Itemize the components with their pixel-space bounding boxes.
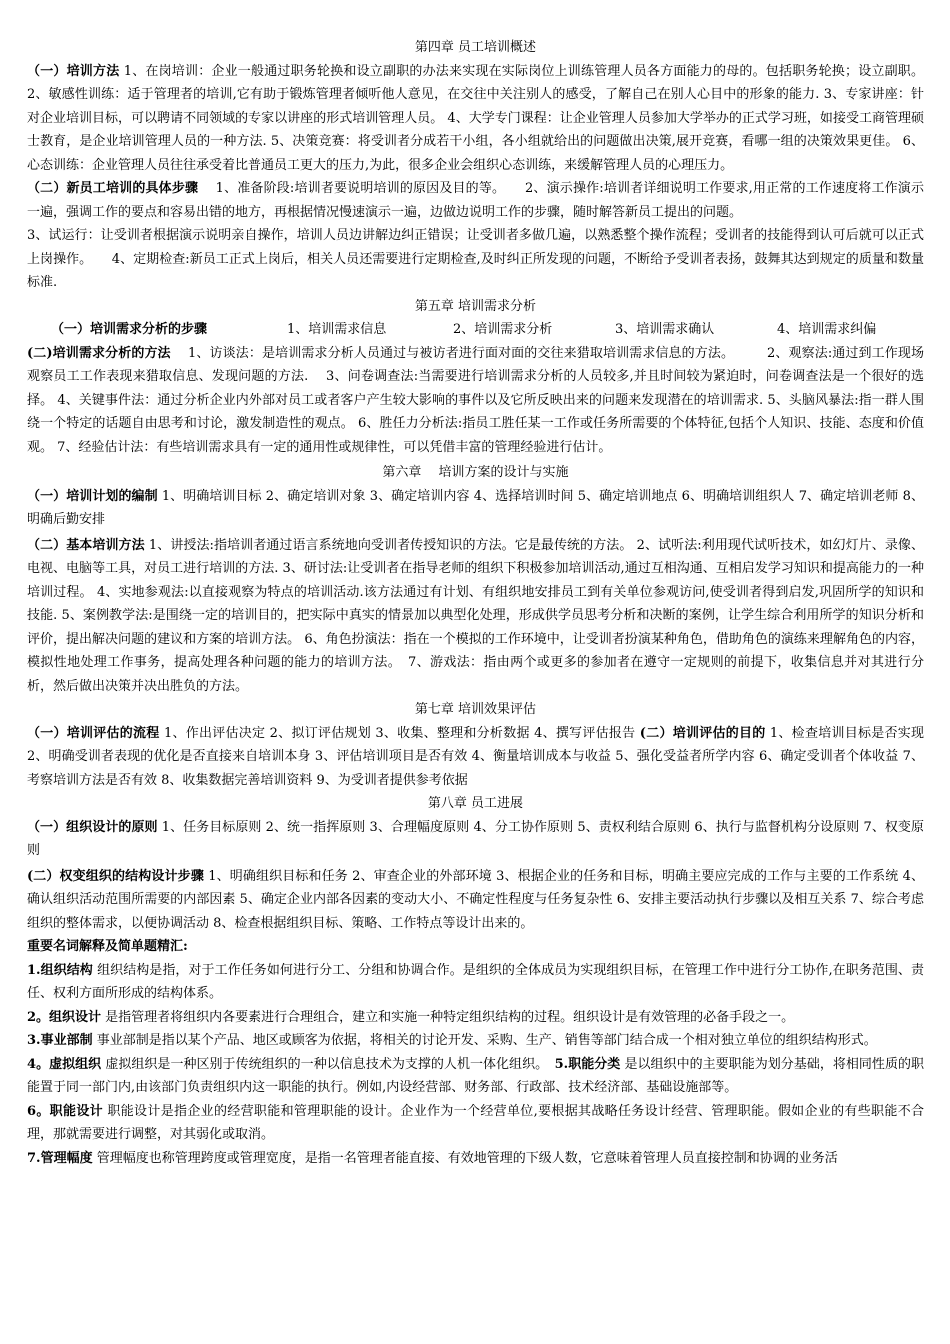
ch4-s2-heading: （二）新员工培训的具体步骤 <box>27 181 199 196</box>
glossary-item-3 <box>27 1029 924 1053</box>
glossary-item-4 <box>27 1053 924 1100</box>
glossary-term: 4。虚拟组织 <box>27 1056 102 1072</box>
chapter4-title: 第四章 员工培训概述 <box>414 40 537 55</box>
ch8-s2-body: 1、明确组织目标和任务 2、审查企业的外部环境 3、根据企业的任务和目标，明确主要应完成的工作与主要的工作系统 4、确认组织活动范围所需要的内部因素 5、确定企业内部各因素的变动大小、不确定性程度与任务复杂性 6、安排主要活动执行步骤以及相互关系 7、综合考虑组织的整体需求，以便协调活动 8、检查根据组织目标、策略、工作特点等设计出来的。 <box>27 868 924 931</box>
glossary-definition: 管理幅度也称管理跨度或管理宽度，是指一名管理者能直接、有效地管理的下级人数，它意味着管理人员直接控制和协调的业务活 <box>92 1150 838 1166</box>
chapter8-title: 第八章 员工进展 <box>427 796 524 811</box>
ch5-s1-heading: （一）培训需求分析的步骤 <box>51 322 208 337</box>
glossary-definition: 事业部制是指以某个产品、地区或顾客为依据，将相关的讨论开发、采购、生产、销售等部门结合成一个相对独立单位的组织结构形式。 <box>92 1033 877 1048</box>
ch4-section2 <box>27 177 924 224</box>
ch8-section2 <box>27 865 924 936</box>
glossary-term: 3.事业部制 <box>27 1033 93 1048</box>
ch6-section2 <box>27 534 924 699</box>
ch7-s1-body: 1、作出评估决定 2、拟订评估规划 3、收集、整理和分析数据 4、撰写评估报告 <box>159 725 640 741</box>
ch4-s1-heading: （一）培训方法 <box>27 63 120 79</box>
glossary-term: 2。组织设计 <box>27 1009 102 1025</box>
glossary-term: 6。职能设计 <box>27 1103 103 1119</box>
ch6-s2-body: 1、讲授法:指培训者通过语言系统地向受训者传授知识的方法。它是最传统的方法。 2、试听法:利用现代试听技术，如幻灯片、录像、电视、电脑等工具，对员工进行培训的方法. 3、研讨法:让受训者在指导老师的组织下积极参加培训活动,通过互相沟通、互相启发学习知识和提高能力的一种培训过程。 4、实地参观法:以直接观察为特点的培训活动.该方法通过有计划、有组织地安排员工到有关单位参观访问,使受训者得到启发,巩固所学的知识和技能. 5、案例教学法:是围绕一定的培训目的，把实际中真实的情景加以典型化处理，形成供学员思考分析和决断的案例，让学生综合利用所学的知识分析和评价，提出解决问题的建议和方案的培训方法。 6、角色扮演法：指在一个模拟的工作环境中，让受训者扮演某种角色，借助角色的演练来理解角色的内容，模拟性地处理工作事务，提高处理各种问题的能力的培训方法。 7、游戏法：指由两个或更多的参加者在遵守一定规则的前提下，收集信息并对其进行分析，然后做出决策并决出胜负的方法。 <box>27 537 924 694</box>
ch7-sections <box>27 722 924 793</box>
ch6-s1-body: 1、明确培训目标 2、确定培训对象 3、确定培训内容 4、选择培训时间 5、确定培训地点 6、明确培训组织人 7、确定培训老师 8、明确后勤安排 <box>27 488 924 527</box>
ch8-s2-heading: (二）权变组织的结构设计步骤 <box>27 868 204 884</box>
ch5-step-3: 3、培训需求确认 <box>615 322 715 337</box>
ch5-step-1: 1、培训需求信息 <box>287 322 387 337</box>
glossary-definition: 是指管理者将组织内各要素进行合理组合，建立和实施一种特定组织结构的过程。组织设计是有效管理的必备手段之一。 <box>101 1009 795 1025</box>
ch7-s2-body: 1、检查培训目标是否实现 2、明确受训者表现的优化是否直接来自培训本身 3、评估培训项目是否有效 4、衡量培训成本与收益 5、强化受益者所学内容 6、确定受训者个体收益 7、考察培训方法是否有效 8、收集数据完善培训资料 9、为受训者提供参考依据 <box>27 725 924 788</box>
glossary-term: 1.组织结构 <box>27 962 93 978</box>
chapter6-title: 第六章 培训方案的设计与实施 <box>382 465 569 480</box>
ch5-section2 <box>27 342 924 460</box>
ch7-s2-heading: (二）培训评估的目的 <box>639 725 766 741</box>
ch5-step-4: 4、培训需求纠偏 <box>777 322 877 337</box>
ch8-section1 <box>27 816 924 863</box>
ch8-s1-heading: （一）组织设计的原则 <box>27 819 158 835</box>
glossary-item-1 <box>27 959 924 1006</box>
chapter5-title: 第五章 培训需求分析 <box>414 298 537 314</box>
ch8-s1-body: 1、任务目标原则 2、统一指挥原则 3、合理幅度原则 4、分工协作原则 5、责权利结合原则 6、执行与监督机构分设原则 7、权变原则 <box>27 819 924 858</box>
glossary-term: 7.管理幅度 <box>27 1150 93 1166</box>
ch5-s2-heading: (二)培训需求分析的方法 <box>27 345 171 361</box>
ch6-s1-heading: （一）培训计划的编制 <box>27 488 158 504</box>
glossary-definition: 职能设计是指企业的经营职能和管理职能的设计。企业作为一个经营单位,要根据其战略任务设计经营、管理职能。假如企业的有些职能不合理，那就需要进行调整，对其弱化或取消。 <box>27 1103 925 1142</box>
ch5-step-2: 2、培训需求分析 <box>453 322 553 337</box>
ch7-s1-heading: （一）培训评估的流程 <box>27 725 160 741</box>
chapter7-title: 第七章 培训效果评估 <box>414 702 537 717</box>
ch4-s1-body: 1、在岗培训：企业一般通过职务轮换和设立副职的办法来实现在实际岗位上训练管理人员各方面能力的母的。包括职务轮换；设立副职。 2、敏感性训练：适于管理者的培训,它有助于锻炼管理者倾听他人意见，在交往中关注别人的感受，了解自己在别人心目中的形象的能力. 3、专家讲座：针对企业培训目标，可以聘请不同领域的专家以讲座的形式培训管理人员。 4、大学专门课程：让企业管理人员参加大学举办的正式学习班，如接受工商管理硕士教育，是企业培训管理人员的一种方法. 5、决策竞赛：将受训者分成若干小组，各小组就给出的问题做出决策,展开竞赛，看哪一组的决策效果更佳。 6、心态训练：企业管理人员往往承受着比普通员工更大的压力,为此，很多企业会组织心态训练，来缓解管理人员的心理压力。 <box>27 63 924 173</box>
glossary-item-2 <box>27 1006 924 1030</box>
ch5-s2-body: 1、访谈法：是培训需求分析人员通过与被访者进行面对面的交往来猎取培训需求信息的方法。 2、观察法:通过到工作现场观察员工工作表现来猎取信息、发现问题的方法. 3、问卷调查法:当需要进行培训需求分析的人员较多,并且时间较为紧迫时，问卷调查法是一个很好的选择。 4、关键事件法：通过分析企业内外部对员工或者客户产生较大影响的事件以及它所反映出来的问题来发现潜在的培训需求. 5、头脑风暴法:指一群人围绕一个特定的话题自由思考和讨论，激发制造性的观点。 6、胜任力分析法:指员工胜任某一工作或任务所需要的个体特征,包括个人知识、技能、态度和价值观。 7、经验估计法：有些培训需求具有一定的通用性或规律性，可以凭借丰富的管理经验进行估计。 <box>27 345 924 455</box>
ch4-s2-body: 1、准备阶段:培训者要说明培训的原因及目的等。 2、演示操作:培训者详细说明工作要求,用正常的工作速度将工作演示一遍，强调工作的要点和容易出错的地方，再根据情况慢速演示一遍，边做边说明工作的步骤，随时解答新员工提出的问题。 <box>27 181 924 220</box>
glossary-term: 5.职能分类 <box>554 1056 621 1072</box>
glossary-item-7 <box>27 1147 924 1171</box>
glossary-heading: 重要名词解释及简单题精汇: <box>27 939 188 954</box>
glossary-definition: 虚拟组织是一种区别于传统组织的一种以信息技术为支撑的人机一体化组织。 <box>101 1056 555 1072</box>
ch4-section1 <box>27 60 924 178</box>
ch4-section2-cont: 3、试运行：让受训者根据演示说明亲自操作，培训人员边讲解边纠正错误；让受训者多做几遍，以熟悉整个操作流程；受训者的技能得到认可后就可以正式上岗操作。 4、定期检查:新员工正式上岗后，相关人员还需要进行定期检查,及时纠正所发现的问题，不断给予受训者表扬，鼓舞其达到规定的质量和数量标准. <box>27 228 924 290</box>
glossary-definition: 组织结构是指，对于工作任务如何进行分工、分组和协调合作。是组织的全体成员为实现组织目标，在管理工作中进行分工协作,在职务范围、责任、权利方面所形成的结构体系。 <box>27 962 924 1001</box>
ch5-section1 <box>27 318 924 342</box>
ch6-section1 <box>27 485 924 532</box>
glossary-item-6 <box>27 1100 924 1147</box>
glossary-definition: 是以组织中的主要职能为划分基础，将相同性质的职能置于同一部门内,由该部门负责组织内这一职能的执行。例如,内设经营部、财务部、行政部、技术经济部、基础设施部等。 <box>27 1056 924 1095</box>
ch6-s2-heading: （二）基本培训方法 <box>27 537 145 553</box>
